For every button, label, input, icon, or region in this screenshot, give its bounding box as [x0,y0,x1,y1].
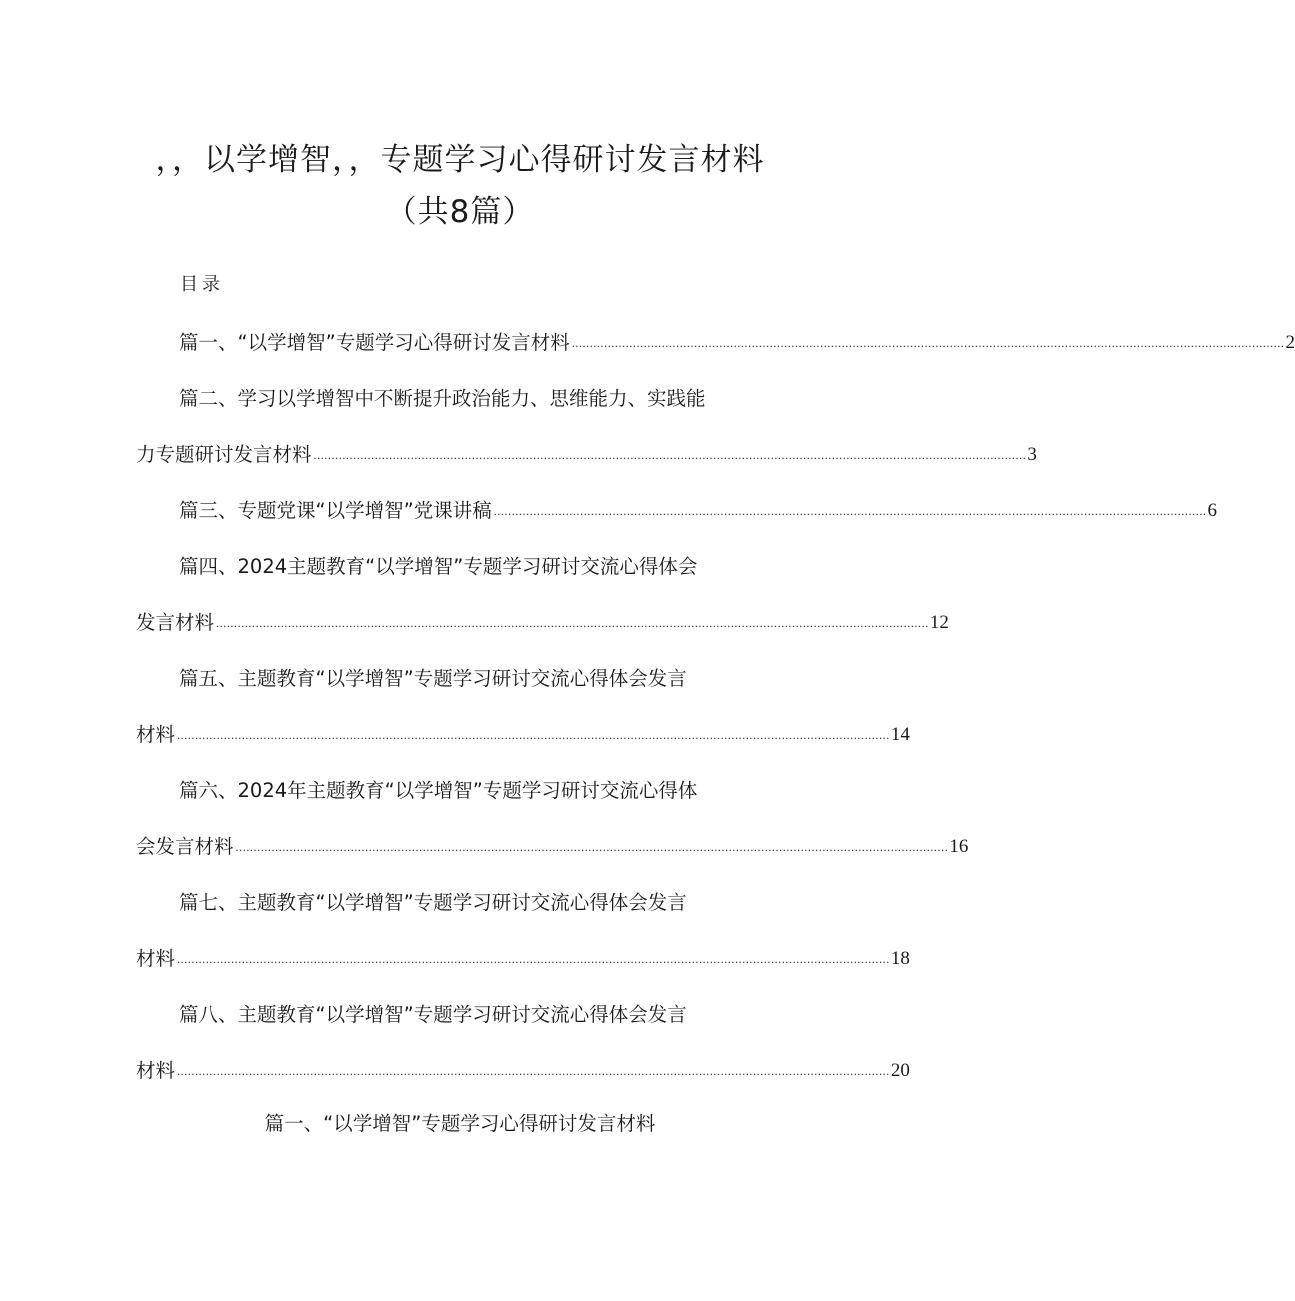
toc-entry-text: 篇五、主题教育“以学增智”专题学习研讨交流心得体会发言 [179,666,687,690]
toc-leader-dots: ...................................................................................................................................................................................................... [493,504,1207,518]
toc-entry-8[interactable] [179,996,764,1024]
toc-entry-text: 篇三、专题党课“以学增智”党课讲稿 [179,498,492,522]
toc-page-number: 16 [949,836,969,857]
toc-entry-text: 篇八、主题教育“以学增智”专题学习研讨交流心得体会发言 [179,1002,687,1026]
toc-leader-dots: ...................................................................................................................................................................................................... [235,840,949,854]
toc-entry-text: 篇七、主题教育“以学增智”专题学习研讨交流心得体会发言 [179,890,687,914]
toc-entry-6[interactable] [179,772,764,800]
toc-entry-7-cont[interactable] [136,940,910,970]
toc-page-number: 2 [1285,332,1295,353]
toc-page-number: 6 [1207,500,1218,521]
toc-entry-text: 发言材料 [136,610,215,634]
document-title: ，，以学增智，，专题学习心得研讨发言材料 [155,142,765,178]
toc-entry-4-cont[interactable] [136,604,949,634]
toc-page-number: 20 [890,1060,910,1081]
toc-entry-text: 会发言材料 [136,834,234,858]
toc-entry-6-cont[interactable] [136,828,969,858]
toc-page-number: 14 [890,724,910,745]
toc-entry-text: 力专题研讨发言材料 [136,442,312,466]
toc-entry-5[interactable] [179,660,764,688]
toc-entry-7[interactable] [179,884,764,912]
toc-entry-2[interactable] [179,380,764,408]
toc-leader-dots: ...................................................................................................................................................................................................... [177,952,890,966]
toc-heading: 目录 [180,274,224,295]
toc-leader-dots: ...................................................................................................................................................................................................... [177,1064,890,1078]
toc-leader-dots: ...................................................................................................................................................................................................... [313,448,1027,462]
toc-entry-4[interactable] [179,548,764,576]
toc-entry-text: 篇四、2024主题教育“以学增智”专题学习研讨交流心得体会 [179,554,698,578]
toc-leader-dots: ...................................................................................................................................................................................................... [571,336,1285,350]
section-heading: 篇一、“以学增智”专题学习心得研讨发言材料 [264,1112,656,1135]
toc-page-number: 3 [1027,444,1037,465]
toc-entry-text: 篇二、学习以学增智中不断提升政治能力、思维能力、实践能 [179,386,706,410]
toc-entry-text: 篇六、2024年主题教育“以学增智”专题学习研讨交流心得体 [179,778,698,802]
toc-page-number: 18 [890,948,910,969]
toc-entry-text: 材料 [136,722,176,746]
toc-entry-text: 材料 [136,946,176,970]
toc-entry-8-cont[interactable] [136,1052,910,1082]
document-subtitle-count: （共8篇） [385,194,535,230]
toc-entry-text: 材料 [136,1058,176,1082]
toc-entry-3[interactable] [179,492,1218,522]
toc-leader-dots: ...................................................................................................................................................................................................... [216,616,929,630]
toc-entry-5-cont[interactable] [136,716,910,746]
toc-entry-1[interactable] [179,324,1295,354]
toc-entry-2-cont[interactable] [136,436,1037,466]
toc-entry-text: 篇一、“以学增智”专题学习心得研讨发言材料 [179,330,570,354]
toc-leader-dots: ...................................................................................................................................................................................................... [177,728,890,742]
toc-page-number: 12 [929,612,949,633]
